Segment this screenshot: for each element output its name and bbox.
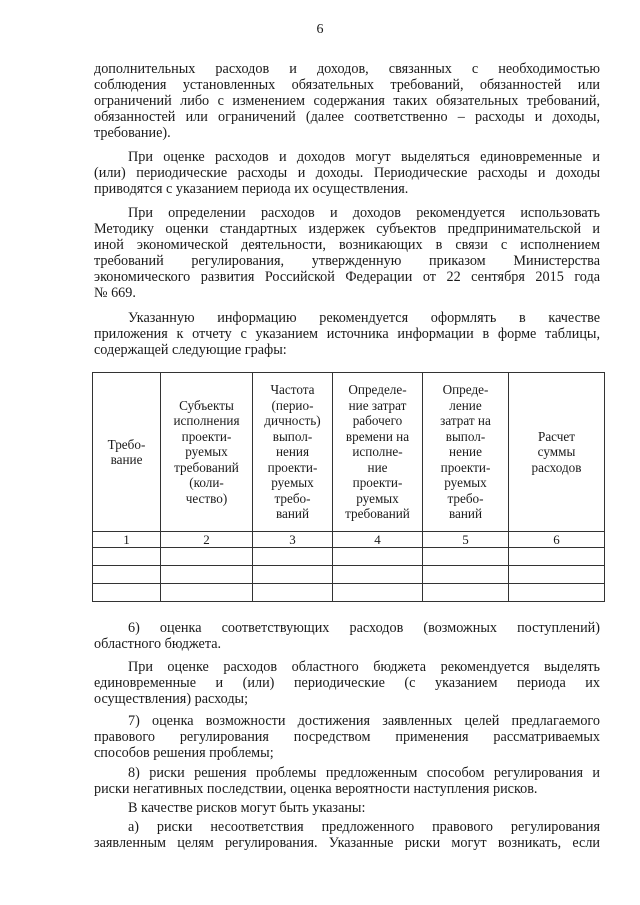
table-cell: [93, 584, 161, 602]
table-header-cell: Требо- вание: [93, 373, 161, 532]
text-line: содержащей следующие графы:: [94, 342, 287, 358]
text-line: 6) оценка соответствующих расходов (возможных поступлений): [128, 620, 600, 636]
table-header-cell: Субъекты исполнения проекти- руемых требований (коли- чество): [161, 373, 253, 532]
table-row: [93, 566, 605, 584]
text-line: приводятся с указанием периода их осуществления.: [94, 181, 409, 197]
text-line: ограничений либо с изменением содержания таких обязательных требований,: [94, 93, 600, 109]
table-cell: [423, 566, 509, 584]
text-line: обязанностей или ограничений (далее соответственно – расходы и доходы,: [94, 109, 600, 125]
table-header-cell: Опреде- ление затрат на выпол- нение проекти- руемых требо- ваний: [423, 373, 509, 532]
text-line: осуществления) расходы;: [94, 691, 249, 707]
table-cell: [93, 566, 161, 584]
text-line: приложения к отчету с указанием источника информации в форме таблицы,: [94, 326, 600, 342]
text-line: дополнительных расходов и доходов, связанных с необходимостью: [94, 61, 600, 77]
text-line: иной экономической деятельности, возникающих в связи с исполнением: [94, 237, 600, 253]
table-cell: [253, 548, 333, 566]
table-cell: [333, 584, 423, 602]
table-cell: [161, 566, 253, 584]
text-line: правового регулирования посредством применения рассматриваемых: [94, 729, 600, 745]
text-line: единовременные и (или) периодические (с указанием периода их: [94, 675, 600, 691]
text-line: областного бюджета.: [94, 636, 222, 652]
text-line: способов решения проблемы;: [94, 745, 274, 761]
text-line: а) риски несоответствия предложенного правового регулирования: [128, 819, 600, 835]
text-line: экономического развития Российской Федерации от 22 сентября 2015 года: [94, 269, 600, 285]
text-line: При оценке расходов и доходов могут выделяться единовременные и: [128, 149, 600, 165]
text-line: соблюдения установленных обязательных требований, обязанностей или: [94, 77, 600, 93]
text-line: Методику оценки стандартных издержек субъектов предпринимательской и: [94, 221, 600, 237]
table-cell: [423, 548, 509, 566]
table-cell: [509, 584, 605, 602]
table-number-row: [93, 532, 605, 548]
table-row: [93, 584, 605, 602]
table-cell: [253, 566, 333, 584]
page-number: 6: [316, 22, 324, 37]
table-cell: [509, 566, 605, 584]
table-cell: [161, 584, 253, 602]
text-line: (или) периодические расходы и доходы. Периодические расходы и доходы: [94, 165, 600, 181]
table-cell: [333, 548, 423, 566]
text-line: заявленным целям регулирования. Указанные риски могут возникать, если: [94, 835, 600, 851]
table-header-row: [93, 373, 605, 532]
text-line: В качестве рисков могут быть указаны:: [128, 800, 366, 816]
table-header-cell: Расчет суммы расходов: [509, 373, 605, 532]
table-cell: [93, 548, 161, 566]
table-cell: [253, 584, 333, 602]
text-line: требований регулирования, утвержденную приказом Министерства: [94, 253, 600, 269]
text-line: При оценке расходов областного бюджета рекомендуется выделять: [128, 659, 600, 675]
table-row: [93, 548, 605, 566]
table-header-cell: Частота (перио- дичность) выпол- нения проекти- руемых требо- ваний: [253, 373, 333, 532]
column-number: 1: [93, 532, 161, 548]
requirements-table: [92, 372, 605, 602]
column-number: 5: [423, 532, 509, 548]
table-cell: [161, 548, 253, 566]
text-line: 7) оценка возможности достижения заявленных целей предлагаемого: [128, 713, 600, 729]
column-number: 2: [161, 532, 253, 548]
column-number: 3: [253, 532, 333, 548]
column-number: 4: [333, 532, 423, 548]
text-line: При определении расходов и доходов рекомендуется использовать: [128, 205, 600, 221]
column-number: 6: [509, 532, 605, 548]
table-cell: [423, 584, 509, 602]
table-cell: [509, 548, 605, 566]
text-line: риски негативных последствии, оценка вероятности наступления рисков.: [94, 781, 538, 797]
text-line: Указанную информацию рекомендуется оформлять в качестве: [128, 310, 600, 326]
table-cell: [333, 566, 423, 584]
text-line: № 669.: [94, 285, 136, 301]
text-line: требование).: [94, 125, 171, 141]
table-header-cell: Определе- ние затрат рабочего времени на исполне- ние проекти- руемых требований: [333, 373, 423, 532]
text-line: 8) риски решения проблемы предложенным способом регулирования и: [128, 765, 600, 781]
